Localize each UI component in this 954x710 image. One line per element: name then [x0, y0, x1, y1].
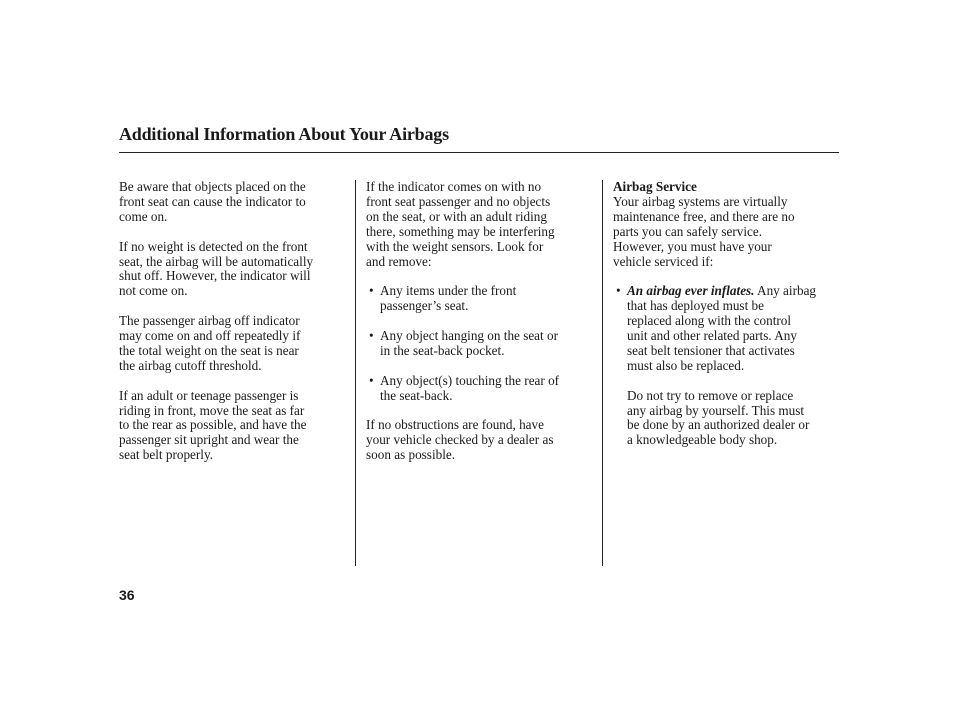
bullet-icon: • — [616, 283, 621, 299]
text-line: unit and other related parts. Any — [627, 328, 797, 344]
bullet-icon: • — [369, 372, 374, 388]
column-divider-1 — [355, 180, 356, 566]
paragraph-adult-passenger — [119, 389, 341, 464]
bullet-item-airbag-inflates — [613, 284, 839, 373]
paragraph-no-obstructions — [366, 418, 592, 463]
text-line: be done by an authorized dealer or — [627, 417, 810, 433]
bullet-lead-text: An airbag ever inflates. — [627, 283, 755, 299]
text-line: Do not try to remove or replace — [627, 387, 794, 403]
text-line: Any object hanging on the seat or — [380, 328, 558, 344]
text-line: front seat passenger and no objects — [366, 193, 551, 209]
text-line: in the seat-back pocket. — [380, 342, 505, 358]
text-line: there, something may be interfering — [366, 223, 555, 239]
bullet-item-hanging-object — [366, 329, 592, 359]
text-line: and remove: — [366, 253, 432, 269]
text-line: riding in front, move the seat as far — [119, 402, 305, 418]
text-line: come on. — [119, 208, 168, 224]
text-line: any airbag by yourself. This must — [627, 402, 805, 418]
paragraph-no-weight — [119, 240, 341, 300]
text-line: replaced along with the control — [627, 313, 792, 329]
paragraph-objects-indicator — [119, 180, 341, 225]
column-1 — [119, 180, 341, 463]
page-title: Additional Information About Your Airbags — [119, 124, 449, 144]
bullet-icon: • — [369, 328, 374, 344]
text-line: Any items under the front — [380, 283, 517, 299]
text-line: your vehicle checked by a dealer as — [366, 432, 554, 448]
bullet-icon: • — [369, 283, 374, 299]
text-line: seat, the airbag will be automatically — [119, 253, 314, 269]
column-2 — [366, 180, 592, 463]
text-line: Your airbag systems are virtually — [613, 193, 788, 209]
text-line: shut off. However, the indicator will — [119, 268, 311, 284]
column-3 — [613, 180, 839, 448]
text-line: soon as possible. — [366, 447, 456, 463]
text-line: the airbag cutoff threshold. — [119, 357, 262, 373]
text-line: parts you can safely service. — [613, 223, 763, 239]
text-line: Any object(s) touching the rear of — [380, 372, 560, 388]
text-line: on the seat, or with an adult riding — [366, 208, 547, 224]
text-line: If the indicator comes on with no — [366, 179, 542, 194]
paragraph-indicator-comes-on — [366, 180, 592, 269]
text-line: If an adult or teenage passenger is — [119, 387, 299, 403]
text-line — [627, 284, 839, 299]
paragraph-off-indicator — [119, 314, 341, 374]
text-line: with the weight sensors. Look for — [366, 238, 544, 254]
text-line: However, you must have your — [613, 238, 772, 254]
bullet-item-under-seat — [366, 284, 592, 314]
text-line: If no weight is detected on the front — [119, 238, 308, 254]
text-line: may come on and off repeatedly if — [119, 328, 301, 344]
text-line: the total weight on the seat is near — [119, 342, 299, 358]
text-line: front seat can cause the indicator to — [119, 193, 306, 209]
paragraph-do-not-remove — [613, 389, 839, 449]
text-line: a knowledgeable body shop. — [627, 432, 778, 448]
text-line: the seat-back. — [380, 387, 453, 403]
text-line: passenger sit upright and wear the — [119, 432, 299, 448]
text-line: If no obstructions are found, have — [366, 417, 544, 433]
paragraph-maintenance — [613, 195, 839, 270]
column-divider-2 — [602, 180, 603, 566]
page-number: 36 — [119, 587, 135, 603]
text-line: vehicle serviced if: — [613, 253, 714, 269]
text-line: The passenger airbag off indicator — [119, 313, 300, 329]
section-heading-airbag-service: Airbag Service — [613, 179, 697, 194]
title-divider — [119, 152, 839, 153]
bullet-text: Any airbag — [754, 283, 817, 299]
text-line: seat belt properly. — [119, 447, 213, 463]
text-line: to the rear as possible, and have the — [119, 417, 307, 433]
text-line: Be aware that objects placed on the — [119, 179, 306, 194]
text-line: that has deployed must be — [627, 298, 764, 314]
bullet-item-touching-rear — [366, 374, 592, 404]
text-line: must also be replaced. — [627, 357, 745, 373]
text-line: passenger’s seat. — [380, 298, 469, 314]
text-line: not come on. — [119, 283, 188, 299]
text-line: seat belt tensioner that activates — [627, 342, 795, 358]
text-line: maintenance free, and there are no — [613, 208, 795, 224]
